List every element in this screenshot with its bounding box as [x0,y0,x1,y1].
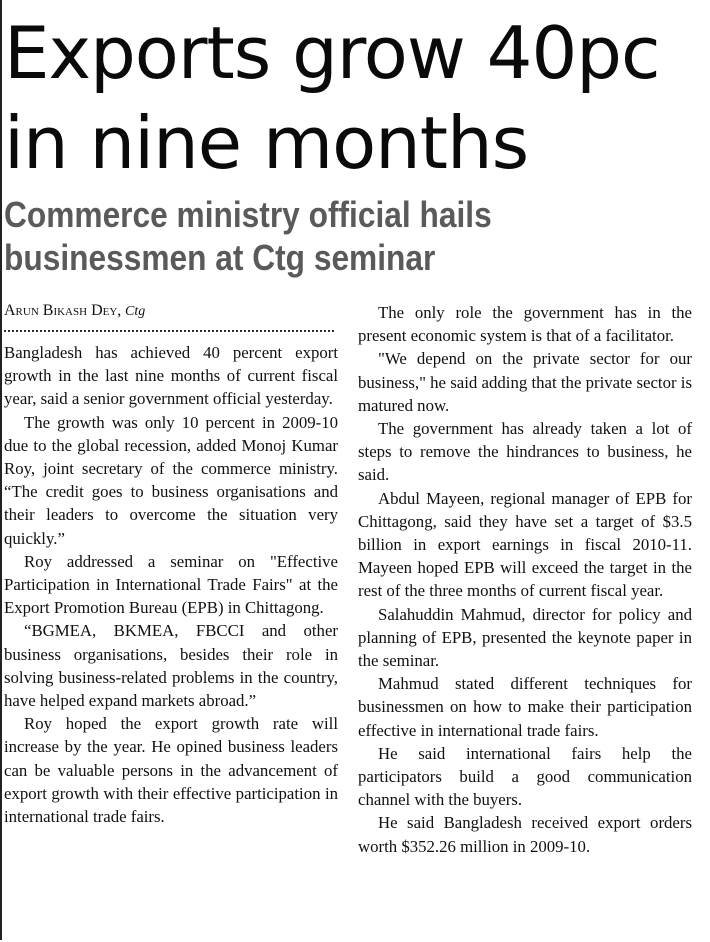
paragraph: The growth was only 10 percent in 2009-10 due to the global recession, added Monoj Kumar Roy, joint secretary of the commerce ministry. “The credit goes to business organisations and their leaders to overcome the situation very quickly.” [4,412,338,548]
left-column [4,301,338,828]
headline: Exports grow 40pc in nine months [4,11,660,185]
paragraph: Abdul Mayeen, regional manager of EPB for Chittagong, said they have set a target of $3.5 billion in export earnings in fiscal 2010-11. Mayeen hoped EPB will exceed the target in the rest of the three months of current fiscal year. [358,488,692,601]
paragraph: The only role the government has in the present economic system is that of a facilitator. [358,303,692,346]
paragraph: He said international fairs help the participators build a good communication channel with the buyers. [358,743,692,810]
byline-location: Ctg [125,304,146,319]
paragraph: The government has already taken a lot of steps to remove the hindrances to business, he said. [358,419,692,485]
byline-divider [4,330,334,332]
paragraph: Mahmud stated different techniques for businessmen on how to make their participation effective in international trade fairs. [358,674,692,740]
paragraph: Salahuddin Mahmud, director for policy and planning of EPB, presented the keynote paper in the seminar. [358,604,692,671]
byline [4,301,338,322]
byline-author: Arun Bikash Dey, [4,302,122,319]
paragraph: Bangladesh has achieved 40 percent export growth in the last nine months of current fiscal year, said a senior government official yesterday. [4,343,338,409]
paragraph: Roy hoped the export growth rate will increase by the year. He opined business leaders can be valuable persons in the advancement of export growth with their effective participation in international trade fairs. [4,714,338,827]
paragraph: “BGMEA, BKMEA, FBCCI and other business organisations, besides their role in solving business-related problems in the country, have helped expand markets abroad.” [4,621,338,711]
subheadline: Commerce ministry official hails businessmen at Ctg seminar [4,194,492,278]
paragraph: Roy addressed a seminar on "Effective Participation in International Trade Fairs" at the Export Promotion Bureau (EPB) in Chittagong. [4,551,338,618]
paragraph: "We depend on the private sector for our business," he said adding that the private sector is matured now. [358,349,692,415]
paragraph: He said Bangladesh received export orders worth $352.26 million in 2009-10. [358,813,692,856]
right-column [358,301,692,858]
